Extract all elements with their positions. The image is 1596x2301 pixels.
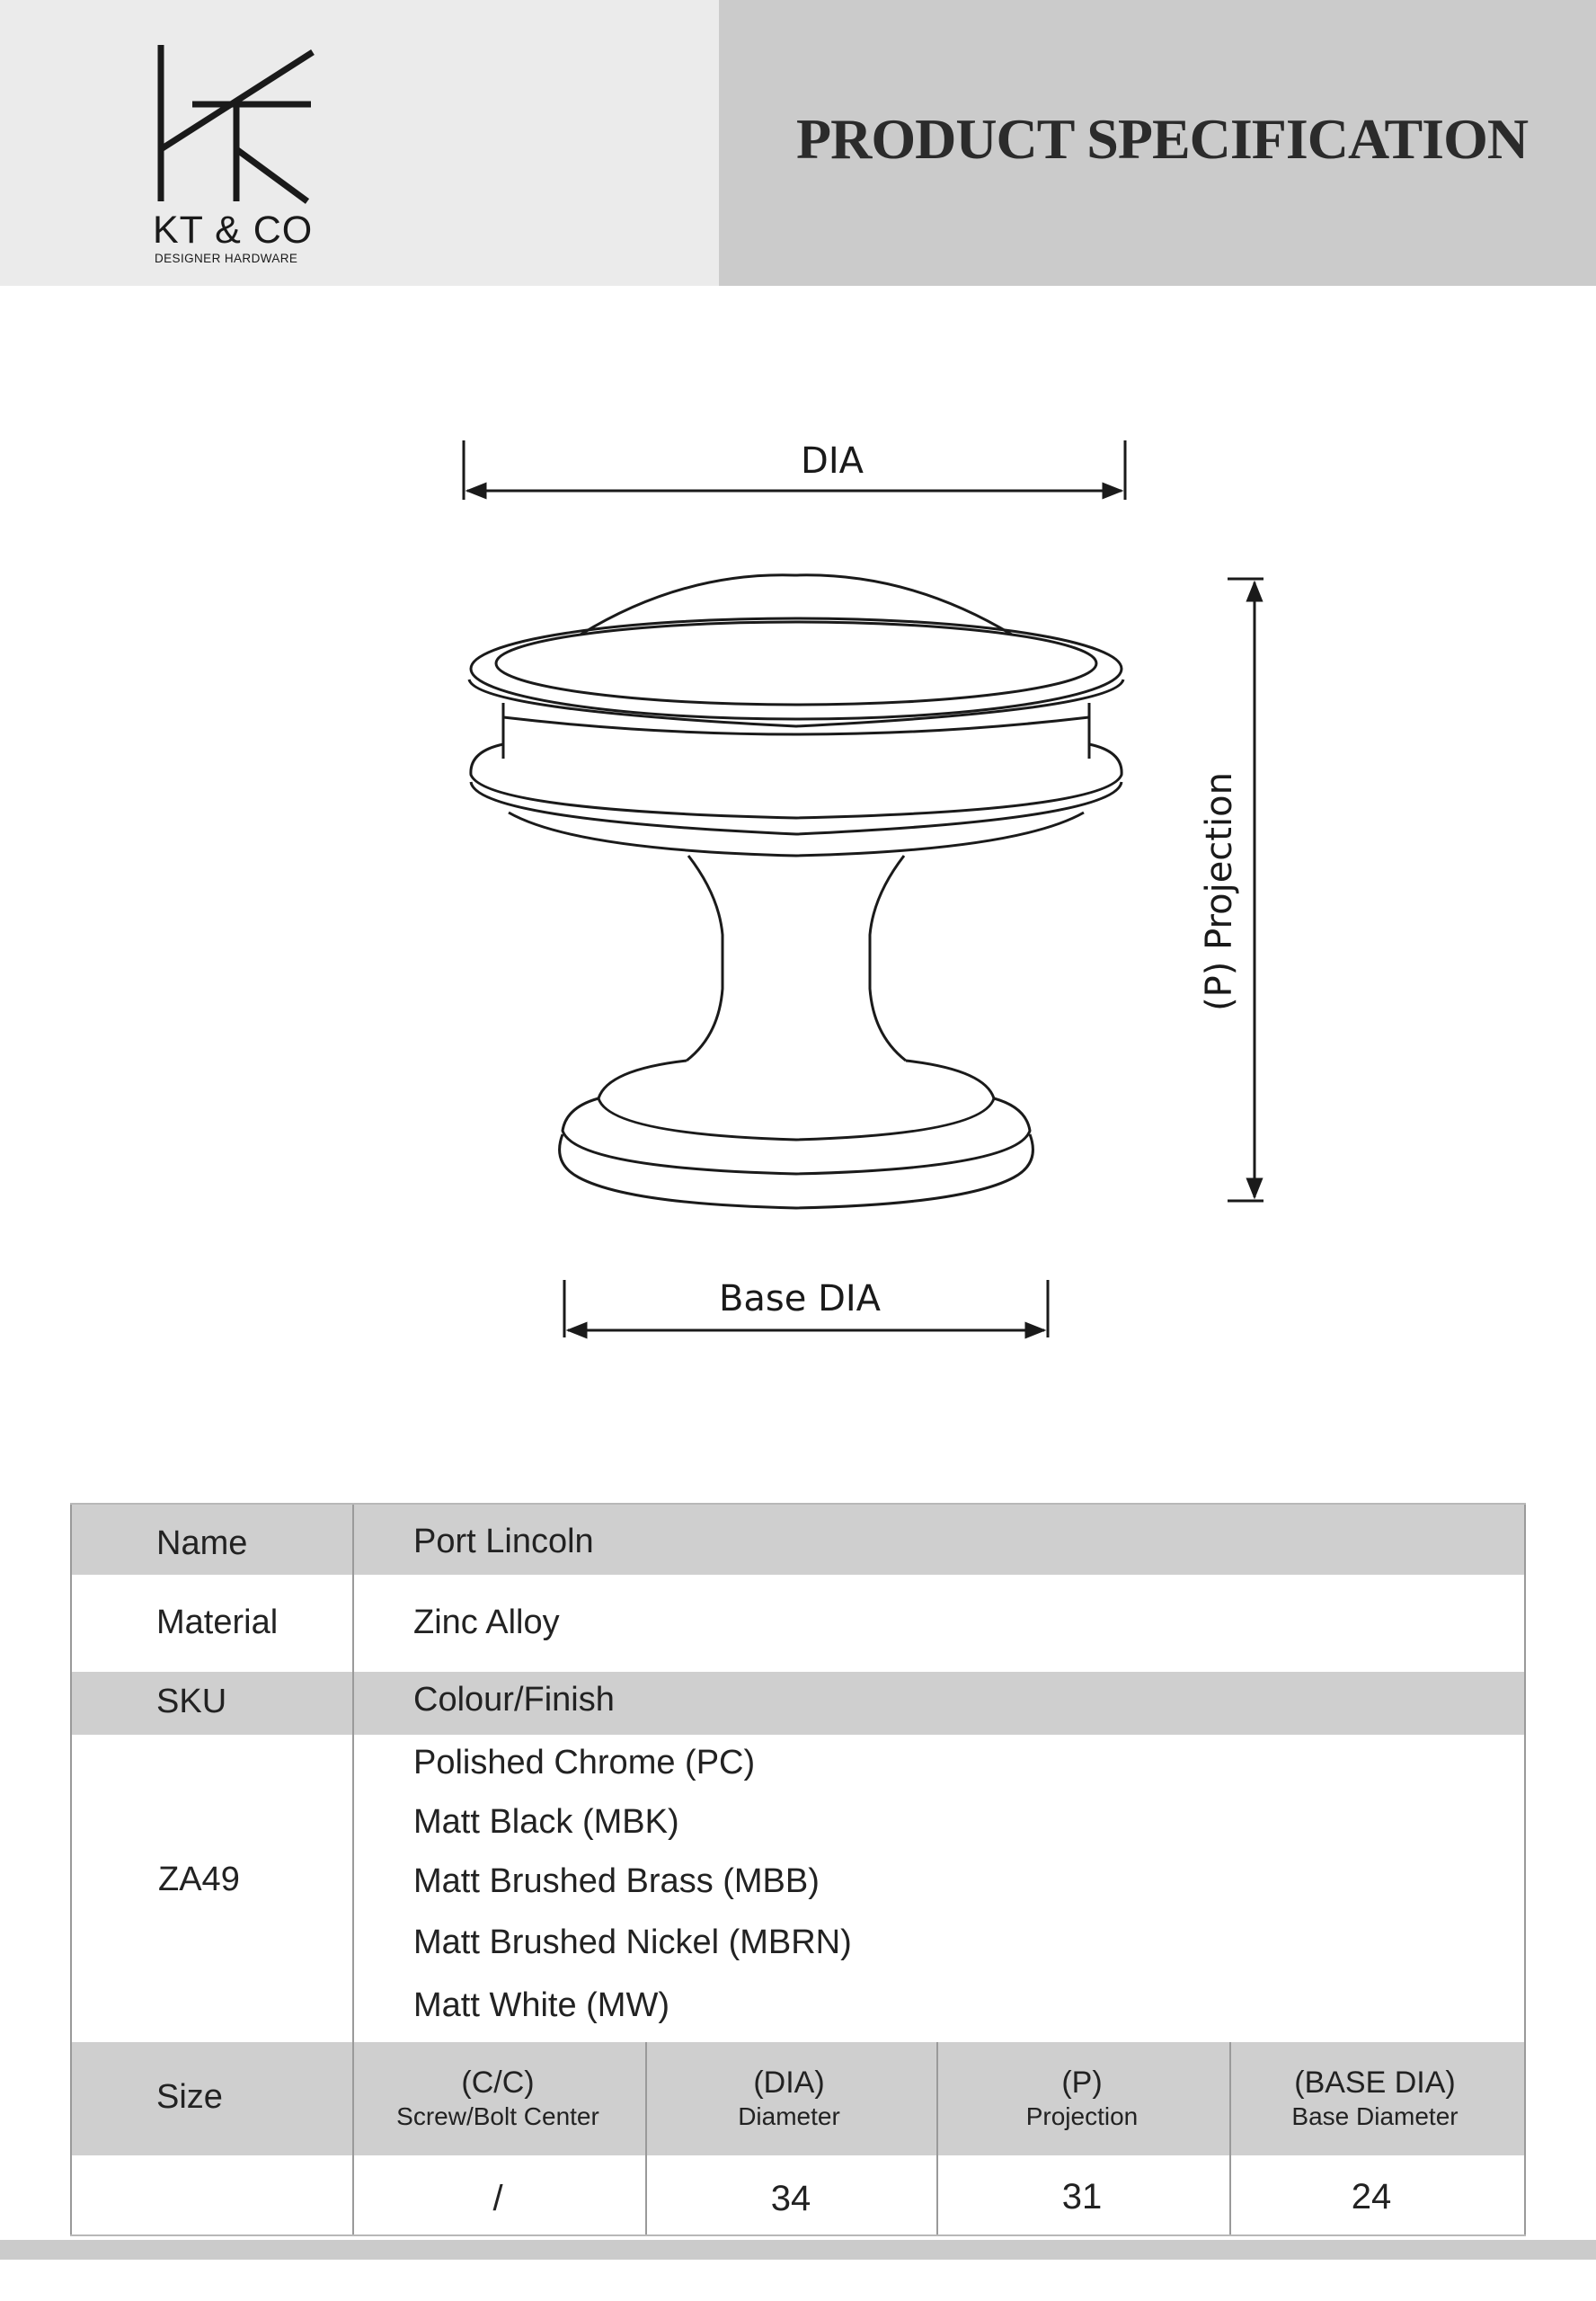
size-col-abbr: (C/C) — [461, 2066, 535, 2100]
footer-strip — [0, 2240, 1596, 2260]
finish-item: Matt White (MW) — [413, 1986, 669, 2024]
size-col-abbr: (P) — [1061, 2066, 1103, 2100]
header-logo-panel — [0, 0, 719, 286]
table-border-bottom — [70, 2234, 1526, 2236]
projection-dimension — [1199, 579, 1264, 1201]
size-col-full: Diameter — [738, 2102, 840, 2130]
size-value-projection: 31 — [1061, 2177, 1103, 2217]
table-column-divider — [936, 2042, 938, 2236]
size-col-abbr: (DIA) — [753, 2066, 825, 2100]
size-value-dia: 34 — [770, 2179, 811, 2218]
material-value: Zinc Alloy — [413, 1604, 560, 1641]
page-title: PRODUCT SPECIFICATION — [796, 107, 1529, 171]
size-col-abbr: (BASE DIA) — [1294, 2066, 1456, 2100]
base-dia-dimension — [564, 1278, 1048, 1337]
finish-item: Polished Chrome (PC) — [413, 1744, 756, 1781]
size-col-base-dia — [1229, 2066, 1521, 2131]
finish-item: Matt Black (MBK) — [413, 1803, 679, 1841]
finish-item: Matt Brushed Nickel (MBRN) — [413, 1923, 852, 1961]
size-col-full: Projection — [1025, 2102, 1139, 2130]
brand-tagline: DESIGNER HARDWARE — [155, 252, 298, 265]
material-label: Material — [156, 1604, 279, 1641]
sku-value: ZA49 — [158, 1861, 240, 1898]
brand-logo — [153, 43, 332, 277]
kt-monogram-icon — [153, 43, 332, 214]
name-row — [70, 1503, 1526, 1575]
table-column-divider — [1229, 2042, 1231, 2236]
table-column-divider — [352, 1503, 354, 2236]
product-diagram — [0, 286, 1596, 1454]
name-value: Port Lincoln — [413, 1523, 594, 1560]
size-value-base-dia: 24 — [1351, 2177, 1392, 2217]
name-label: Name — [156, 1524, 248, 1562]
brand-name: KT & CO — [153, 209, 314, 252]
size-col-projection — [936, 2066, 1228, 2131]
size-col-full: Base Diameter — [1291, 2102, 1459, 2130]
dia-dimension — [464, 440, 1125, 500]
table-border-left — [70, 1503, 72, 2236]
sku-label: SKU — [156, 1683, 227, 1720]
table-border-right — [1524, 1503, 1526, 2236]
base-dia-label: Base DIA — [718, 1278, 882, 1319]
size-col-dia — [643, 2066, 935, 2131]
size-value-cc: / — [492, 2179, 503, 2218]
knob-drawing — [0, 286, 1596, 1454]
header — [0, 0, 1596, 286]
dia-label: DIA — [801, 440, 864, 482]
size-col-full: Screw/Bolt Center — [396, 2102, 599, 2130]
size-label: Size — [156, 2078, 223, 2116]
table-column-divider — [645, 2042, 647, 2236]
table-border-top — [70, 1503, 1526, 1505]
spec-table — [70, 1503, 1526, 2236]
sku-header-row — [70, 1672, 1526, 1735]
knob-outline — [469, 575, 1123, 1208]
colour-finish-label: Colour/Finish — [413, 1681, 615, 1719]
projection-label: (P) Projection — [1199, 772, 1240, 1011]
finish-item: Matt Brushed Brass (MBB) — [413, 1862, 820, 1900]
size-col-cc — [352, 2066, 643, 2131]
